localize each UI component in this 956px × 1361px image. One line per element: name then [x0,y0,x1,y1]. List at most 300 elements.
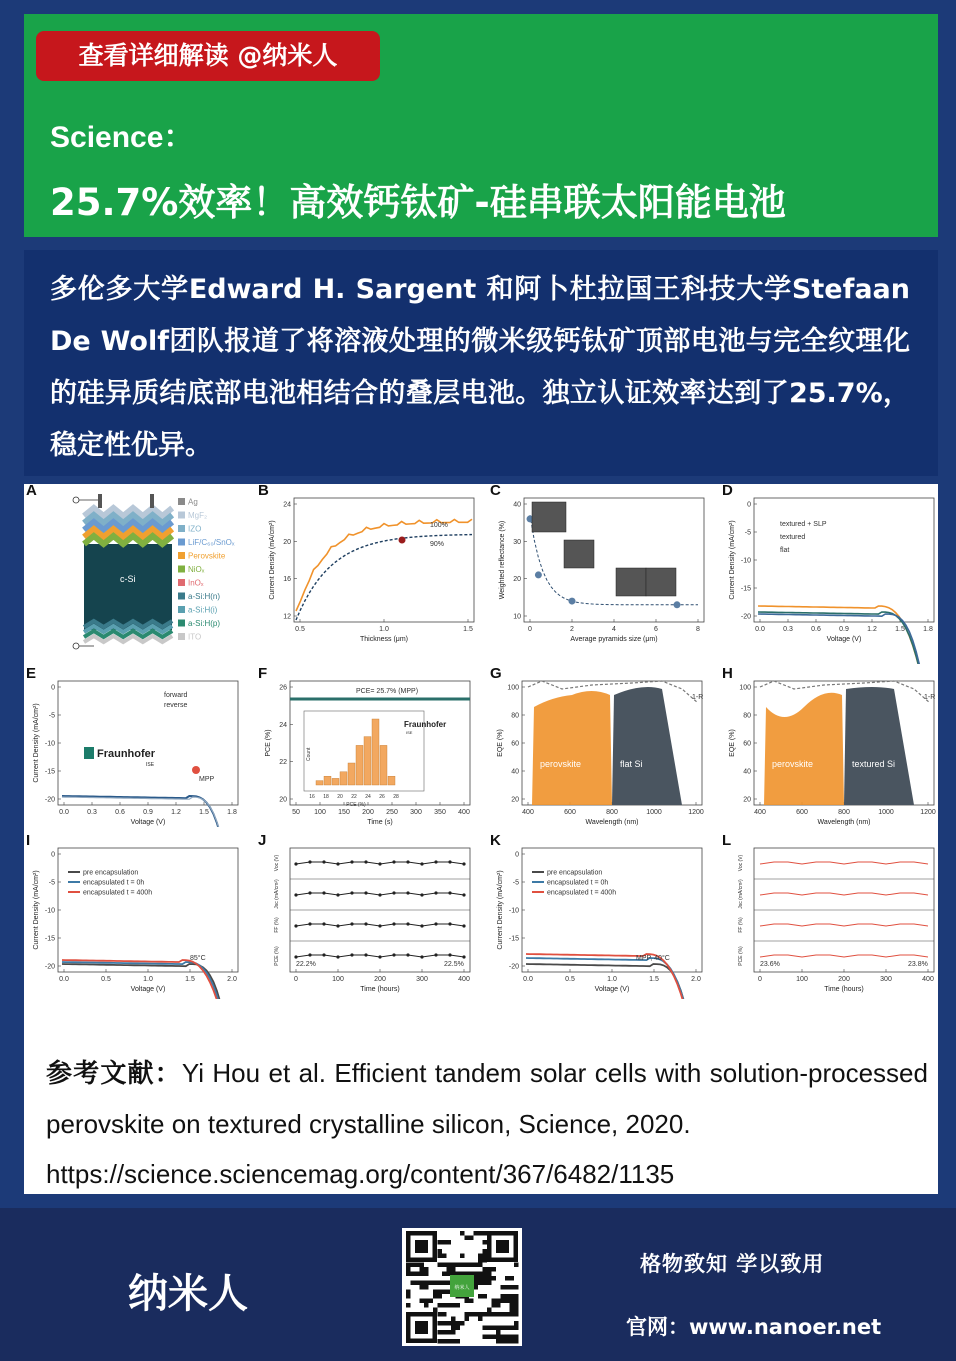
y-tick-label: -10 [44,740,55,748]
stability-point [294,955,297,958]
y-tick-label: -20 [44,963,55,971]
qr-module [451,1330,456,1335]
x-axis-label: Wavelength (nm) [817,819,871,826]
qr-module [456,1263,461,1268]
qr-module [483,1258,488,1263]
qr-module [501,1312,506,1317]
summary-text: 多伦多大学Edward H. Sargent 和阿卜杜拉国王科技大学Stefaan De Wolf团队报道了将溶液处理的微米级钙钛矿顶部电池与完全纹理化的硅异质结底部电池相结合的叠层电池。独立认证效率达到了25.7%，稳定性优异。 [50,274,910,461]
x-tick-label: 400 [458,809,470,816]
panel-plot [256,834,484,999]
qr-module [465,1317,470,1322]
qr-module [438,1290,443,1295]
x-axis-label: Time (s) [367,819,393,826]
layer-label: NiOₓ [188,565,205,574]
right-region-label: textured Si [852,759,896,769]
y-tick-label: 100 [507,684,519,692]
layer-label: InOₓ [188,578,204,588]
x-tick-label: 600 [796,809,808,816]
stability-point [364,860,367,863]
stability-point [308,922,311,925]
figure-panel-b [256,484,484,664]
qr-module [496,1339,501,1344]
qr-module [469,1263,474,1268]
end-note: 22.5% [444,961,464,968]
figure-panel-j [256,834,484,999]
x-tick-label: 0.0 [59,809,69,816]
reference-url[interactable]: https://science.sciencemag.org/content/367/6482/1135 [46,1159,675,1189]
layer-swatch [178,579,185,586]
figure-panel-k [488,834,716,999]
histogram-bar [340,772,347,785]
inset-x-tick: 24 [365,794,371,800]
panel-plot [24,834,252,999]
stability-point [434,922,437,925]
stability-point [364,953,367,956]
qr-module [438,1263,443,1268]
sem-image [564,540,594,568]
y-tick-label: -15 [740,585,751,593]
stability-point [322,891,325,894]
layer-label: a-Si:H(i) [188,605,218,615]
x-tick-label: 0.9 [143,809,153,816]
qr-module [483,1281,488,1286]
core-label: c-Si [120,574,136,584]
qr-module [474,1276,479,1281]
qr-module [510,1299,515,1304]
x-tick-label: 0.5 [565,976,575,983]
x-tick-label: 250 [386,809,398,816]
qr-module [424,1272,429,1277]
qr-module [469,1236,474,1241]
legend-entry: pre encapsulation [547,869,603,877]
perovskite-eqe [764,693,844,805]
panel-plot [720,667,948,827]
stability-point [378,862,381,865]
x-tick-label: 100 [314,809,326,816]
stability-point [392,922,395,925]
qr-module [411,1272,416,1277]
qr-module [510,1285,515,1290]
x-axis-label: Wavelength (nm) [585,819,639,826]
y-tick-label: 0 [747,501,751,509]
x-tick-label: 8 [696,626,700,633]
layer-swatch [178,566,185,573]
x-tick-label: 800 [838,809,850,816]
note: 90% [430,541,445,548]
y-tick-label: 0 [51,851,55,859]
qr-module [483,1335,488,1340]
qr-module [447,1267,452,1272]
histogram-bar [380,745,387,785]
stability-point [462,955,465,958]
qr-module [447,1240,452,1245]
qr-module [420,1299,425,1304]
stability-point [322,860,325,863]
read-more-badge[interactable]: 查看详细解读 @纳米人 [36,31,380,81]
brand-name: 纳米人 [128,1271,248,1317]
qr-module [492,1303,497,1308]
stability-point [420,955,423,958]
qr-module [514,1321,519,1326]
qr-module [415,1272,420,1277]
qr-module [487,1281,492,1286]
figure-panel-h [720,667,948,827]
stability-point [420,893,423,896]
x-tick-label: 1.2 [171,809,181,816]
qr-module [442,1312,447,1317]
qr-module [510,1294,515,1299]
y-axis-label: Current Density (mA/cm²) [497,870,504,950]
y-tick-label: -20 [44,796,55,804]
row-label: Voc (V) [274,854,280,872]
stability-point [462,862,465,865]
qr-module [492,1299,497,1304]
y-tick-label: -5 [48,712,55,720]
qr-module [492,1267,497,1272]
qr-module [460,1263,465,1268]
stability-point [378,955,381,958]
y-tick-label: 20 [513,576,521,584]
qr-module [465,1299,470,1304]
data-point [569,598,576,605]
qr-module [465,1263,470,1268]
stability-trace [760,924,928,926]
y-tick-label: 26 [279,684,287,692]
qr-module [483,1326,488,1331]
qr-module [474,1263,479,1268]
x-axis-label: Voltage (V) [826,636,862,643]
x-tick-label: 200 [362,809,374,816]
y-axis-label: Current Density (mA/cm²) [33,703,40,783]
figure-panel-c [488,484,716,664]
x-tick-label: 400 [522,809,534,816]
figure-panel-g [488,667,716,827]
website[interactable]: 官网：www.nanoer.net [626,1315,882,1339]
panel-label: D [722,482,733,499]
x-tick-label: 100 [332,976,344,983]
qr-module [456,1321,461,1326]
axis-frame [58,681,238,805]
qr-module [483,1231,488,1236]
stability-point [392,860,395,863]
qr-module [406,1263,411,1268]
qr-module [406,1294,411,1299]
qr-module [505,1335,510,1340]
qr-module [451,1267,456,1272]
qr-code[interactable] [402,1228,522,1346]
qr-module [505,1326,510,1331]
panel-plot [24,484,252,664]
qr-module [451,1321,456,1326]
qr-module [505,1312,510,1317]
qr-module [478,1317,483,1322]
x-tick-label: 0.5 [295,626,305,633]
y-tick-label: 24 [279,721,287,729]
x-tick-label: 2.0 [227,976,237,983]
y-tick-label: 0 [51,684,55,692]
qr-module [442,1330,447,1335]
qr-module [420,1267,425,1272]
data-point [535,571,542,578]
qr-module [501,1335,506,1340]
stability-point [336,955,339,958]
qr-module [451,1303,456,1308]
x-tick-label: 350 [434,809,446,816]
row-label: Jsc (mA/cm²) [738,879,744,909]
qr-module [442,1303,447,1308]
x-tick-label: 1.8 [923,626,933,633]
legend-entry: encapsulated t = 400h [83,889,153,897]
stability-point [322,922,325,925]
x-tick-label: 4 [612,626,616,633]
qr-module [478,1276,483,1281]
curve-label: 1-R [692,694,704,701]
article-title: 25.7%效率！高效钙钛矿-硅串联太阳能电池 [50,181,786,224]
qr-module [438,1249,443,1254]
qr-module [514,1335,519,1340]
y-tick-label: -15 [508,935,519,943]
stability-point [434,891,437,894]
panel-label: K [490,832,501,849]
x-tick-label: 1.8 [227,809,237,816]
sem-image [646,568,676,596]
x-tick-label: 400 [754,809,766,816]
qr-module [514,1299,519,1304]
qr-module [406,1272,411,1277]
y-axis-label: EQE (%) [729,729,736,757]
histogram-bar [324,776,331,785]
y-tick-label: 40 [743,768,751,776]
panel-plot [256,484,484,664]
axis-frame [754,498,934,622]
y-tick-label: 22 [279,759,287,767]
qr-module [483,1276,488,1281]
y-tick-label: -5 [512,879,519,887]
qr-module [501,1299,506,1304]
qr-module [514,1285,519,1290]
qr-module [442,1321,447,1326]
histogram-bar [316,781,323,785]
y-tick-label: 80 [511,712,519,720]
qr-module [433,1281,438,1286]
legend-entry: pre encapsulation [83,869,139,877]
qr-module [496,1335,501,1340]
histogram-bar [348,763,355,785]
right-region-label: flat Si [620,759,643,769]
qr-module [487,1312,492,1317]
stability-point [308,953,311,956]
x-axis-label: Time (hours) [824,986,864,993]
stability-point [350,953,353,956]
qr-module [420,1281,425,1286]
qr-module [465,1312,470,1317]
qr-module [514,1263,519,1268]
qr-module [483,1272,488,1277]
y-tick-label: 24 [283,501,291,509]
layer-label: ITO [188,632,202,642]
qr-module [415,1263,420,1268]
qr-logo-text: 纳米人 [454,1285,470,1291]
panel-label: L [722,832,732,849]
x-tick-label: 300 [410,809,422,816]
qr-module [492,1312,497,1317]
qr-module [492,1335,497,1340]
contact-finger [98,494,102,508]
end-note: 23.8% [908,961,928,968]
pce-note: PCE= 25.7% (MPP) [356,688,419,695]
mpp-marker [192,766,200,774]
qr-module [451,1339,456,1344]
stability-point [434,860,437,863]
stability-point [406,953,409,956]
inset-x-label: PCE (%) [346,802,366,808]
qr-module [514,1308,519,1313]
y-tick-label: -10 [508,907,519,915]
layer-swatch [178,512,185,519]
qr-module [510,1326,515,1331]
panel-label: E [26,665,37,682]
reference-label: 参考文献： [46,1059,182,1089]
x-tick-label: 0.5 [101,976,111,983]
layer-swatch [178,620,185,627]
legend-entry: encapsulated t = 0h [83,879,145,887]
qr-module [429,1281,434,1286]
qr-module [438,1254,443,1259]
mpp-label: MPP [199,776,215,783]
qr-module [492,1276,497,1281]
qr-module [501,1339,506,1344]
x-tick-label: 800 [606,809,618,816]
x-tick-label: 300 [416,976,428,983]
qr-module [433,1290,438,1295]
fraunhofer-logo-text: Fraunhofer [404,720,447,729]
figure-panel-a [24,484,252,664]
x-tick-label: 0.0 [523,976,533,983]
stability-point [322,953,325,956]
qr-module [496,1326,501,1331]
terminal-plus [73,497,79,503]
stability-point [378,893,381,896]
qr-module [478,1231,483,1236]
qr-module [442,1263,447,1268]
panel-label: C [490,482,501,499]
x-axis-label: Time (hours) [360,986,400,993]
qr-module [496,1303,501,1308]
qr-module [483,1312,488,1317]
figure-panel-e [24,667,252,827]
x-tick-label: 0.6 [811,626,821,633]
qr-module [505,1294,510,1299]
qr-module [447,1321,452,1326]
x-tick-label: 2 [570,626,574,633]
legend-entry: forward [164,692,188,699]
figure-panel-l [720,834,948,999]
panel-label: F [258,665,268,682]
x-tick-label: 150 [338,809,350,816]
fraunhofer-logo-mark [84,747,94,759]
csi-block [84,544,172,630]
qr-module [478,1263,483,1268]
qr-module [510,1308,515,1313]
x-tick-label: 1200 [920,809,936,816]
qr-module [487,1272,492,1277]
left-region-label: perovskite [540,759,582,769]
x-axis-label: Voltage (V) [130,986,166,993]
x-tick-label: 1.5 [199,809,209,816]
panel-plot [256,667,484,827]
fraunhofer-logo-sub: ISE [146,762,155,768]
qr-module [510,1276,515,1281]
histogram-bar [372,719,379,785]
x-tick-label: 200 [838,976,850,983]
qr-module [460,1321,465,1326]
qr-module [514,1303,519,1308]
stability-point [462,893,465,896]
stability-point [294,924,297,927]
x-tick-label: 600 [564,809,576,816]
y-tick-label: -20 [508,963,519,971]
qr-module [456,1339,461,1344]
figure-panel-d [720,484,948,664]
qr-module [406,1290,411,1295]
qr-module [474,1281,479,1286]
qr-module [420,1272,425,1277]
silicon-eqe [844,687,914,805]
qr-finder-core [415,1240,428,1253]
y-tick-label: 16 [283,576,291,584]
stability-point [336,862,339,865]
qr-module [433,1308,438,1313]
qr-module [438,1281,443,1286]
y-tick-label: 12 [283,613,291,621]
qr-module [487,1335,492,1340]
x-tick-label: 1.0 [607,976,617,983]
qr-module [451,1317,456,1322]
qr-module [406,1267,411,1272]
layer-swatch [178,539,185,546]
qr-module [514,1312,519,1317]
x-tick-label: 400 [458,976,470,983]
panel-plot [488,667,716,827]
qr-module [424,1299,429,1304]
start-note: 22.2% [296,961,316,968]
qr-module [438,1321,443,1326]
panel-plot [720,834,948,999]
qr-module [415,1281,420,1286]
histogram-bar [356,745,363,785]
x-tick-label: 1000 [878,809,894,816]
y-tick-label: 20 [743,796,751,804]
x-axis-label: Average pyramids size (μm) [570,636,658,643]
qr-module [496,1330,501,1335]
x-tick-label: 1.5 [895,626,905,633]
x-tick-label: 1.5 [649,976,659,983]
stability-point [336,893,339,896]
fraunhofer-logo-text: Fraunhofer [97,748,156,760]
layer-label: a-Si:H(n) [188,592,221,601]
stability-point [350,922,353,925]
histogram-bar [332,778,339,785]
axis-frame [58,848,238,972]
inset-x-tick: 16 [309,794,315,800]
qr-module [411,1281,416,1286]
y-tick-label: -15 [44,768,55,776]
stability-point [308,891,311,894]
x-axis-label: Voltage (V) [130,819,166,826]
y-axis-label: PCE (%) [265,729,272,757]
qr-module [424,1285,429,1290]
qr-module [514,1294,519,1299]
